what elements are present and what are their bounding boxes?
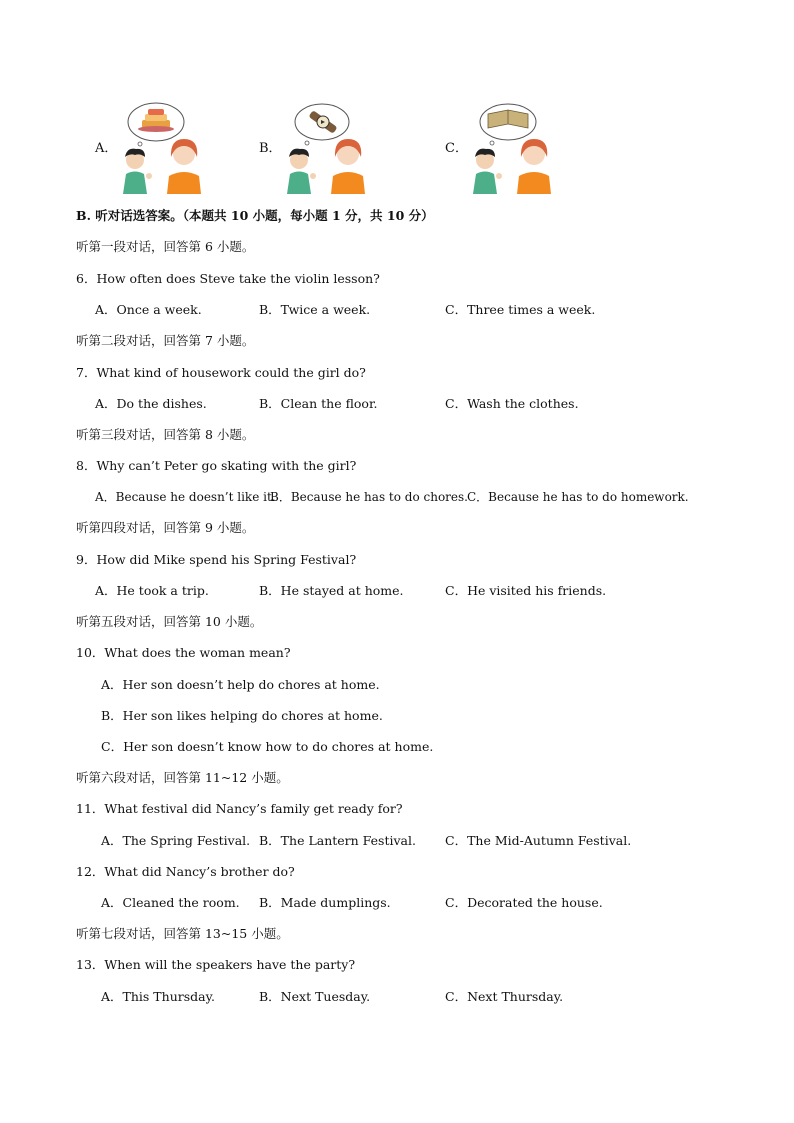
section-b-title: B. 听对话选答案。（本题共 10 小题，每小题 1 分，共 10 分）: [76, 208, 434, 223]
question-12-option-c: C．Decorated the house.: [445, 895, 603, 910]
question-7-option-a: A．Do the dishes.: [95, 396, 207, 411]
woman-figure: [517, 139, 551, 194]
question-7-option-b: B．Clean the floor.: [259, 396, 378, 411]
question-9: 9．How did Mike spend his Spring Festival?: [76, 552, 357, 567]
dialogue-1-instruction: 听第一段对话，回答第 6 小题。: [76, 239, 255, 254]
question-12: 12．What did Nancy’s brother do?: [76, 864, 295, 879]
question-12-option-b: B．Made dumplings.: [259, 895, 391, 910]
picture-option-c: [468, 100, 560, 194]
question-12-option-a: A．Cleaned the room.: [101, 895, 240, 910]
question-10-option-c: C．Her son doesn’t know how to do chores at home.: [101, 739, 434, 754]
question-8-option-b: B．Because he has to do chores.: [270, 490, 468, 504]
woman-figure: [331, 139, 365, 194]
boy-figure: [287, 149, 316, 194]
question-8-option-a: A．Because he doesn’t like it.: [95, 490, 276, 504]
boy-figure: [473, 149, 502, 194]
question-11-option-c: C．The Mid-Autumn Festival.: [445, 833, 632, 848]
question-13-option-b: B．Next Tuesday.: [259, 989, 371, 1004]
question-11-option-a: A．The Spring Festival.: [101, 833, 251, 848]
question-10-option-b: B．Her son likes helping do chores at home.: [101, 708, 383, 723]
dialogue-5-instruction: 听第五段对话，回答第 10 小题。: [76, 614, 263, 629]
question-8: 8．Why can’t Peter go skating with the girl?: [76, 458, 357, 473]
question-13-option-c: C．Next Thursday.: [445, 989, 564, 1004]
question-9-option-c: C．He visited his friends.: [445, 583, 607, 598]
question-6: 6．How often does Steve take the violin lesson?: [76, 271, 380, 286]
question-6-option-a: A．Once a week.: [95, 302, 202, 317]
question-7: 7．What kind of housework could the girl do?: [76, 365, 366, 380]
question-10: 10．What does the woman mean?: [76, 645, 291, 660]
question-9-option-a: A．He took a trip.: [95, 583, 209, 598]
woman-figure: [167, 139, 201, 194]
question-7-option-c: C．Wash the clothes.: [445, 396, 579, 411]
question-11: 11．What festival did Nancy’s family get ready for?: [76, 801, 403, 816]
dialogue-2-instruction: 听第二段对话，回答第 7 小题。: [76, 333, 255, 348]
picture-option-a-label: A．: [95, 141, 118, 156]
picture-option-c-label: C．: [445, 141, 468, 156]
boy-figure: [123, 149, 152, 194]
dialogue-7-instruction: 听第七段对话，回答第 13~15 小题。: [76, 926, 289, 941]
question-9-option-b: B．He stayed at home.: [259, 583, 404, 598]
question-8-option-c: C．Because he has to do homework.: [467, 490, 689, 504]
question-10-option-a: A．Her son doesn’t help do chores at home.: [101, 677, 380, 692]
question-13: 13．When will the speakers have the party?: [76, 957, 356, 972]
question-13-option-a: A．This Thursday.: [101, 989, 215, 1004]
picture-option-b: [282, 100, 374, 194]
question-6-option-b: B．Twice a week.: [259, 302, 371, 317]
dialogue-4-instruction: 听第四段对话，回答第 9 小题。: [76, 520, 255, 535]
question-6-option-c: C．Three times a week.: [445, 302, 596, 317]
picture-option-b-label: B．: [259, 141, 282, 156]
dialogue-6-instruction: 听第六段对话，回答第 11~12 小题。: [76, 770, 289, 785]
question-11-option-b: B．The Lantern Festival.: [259, 833, 416, 848]
dialogue-3-instruction: 听第三段对话，回答第 8 小题。: [76, 427, 255, 442]
picture-option-a: [118, 100, 210, 194]
